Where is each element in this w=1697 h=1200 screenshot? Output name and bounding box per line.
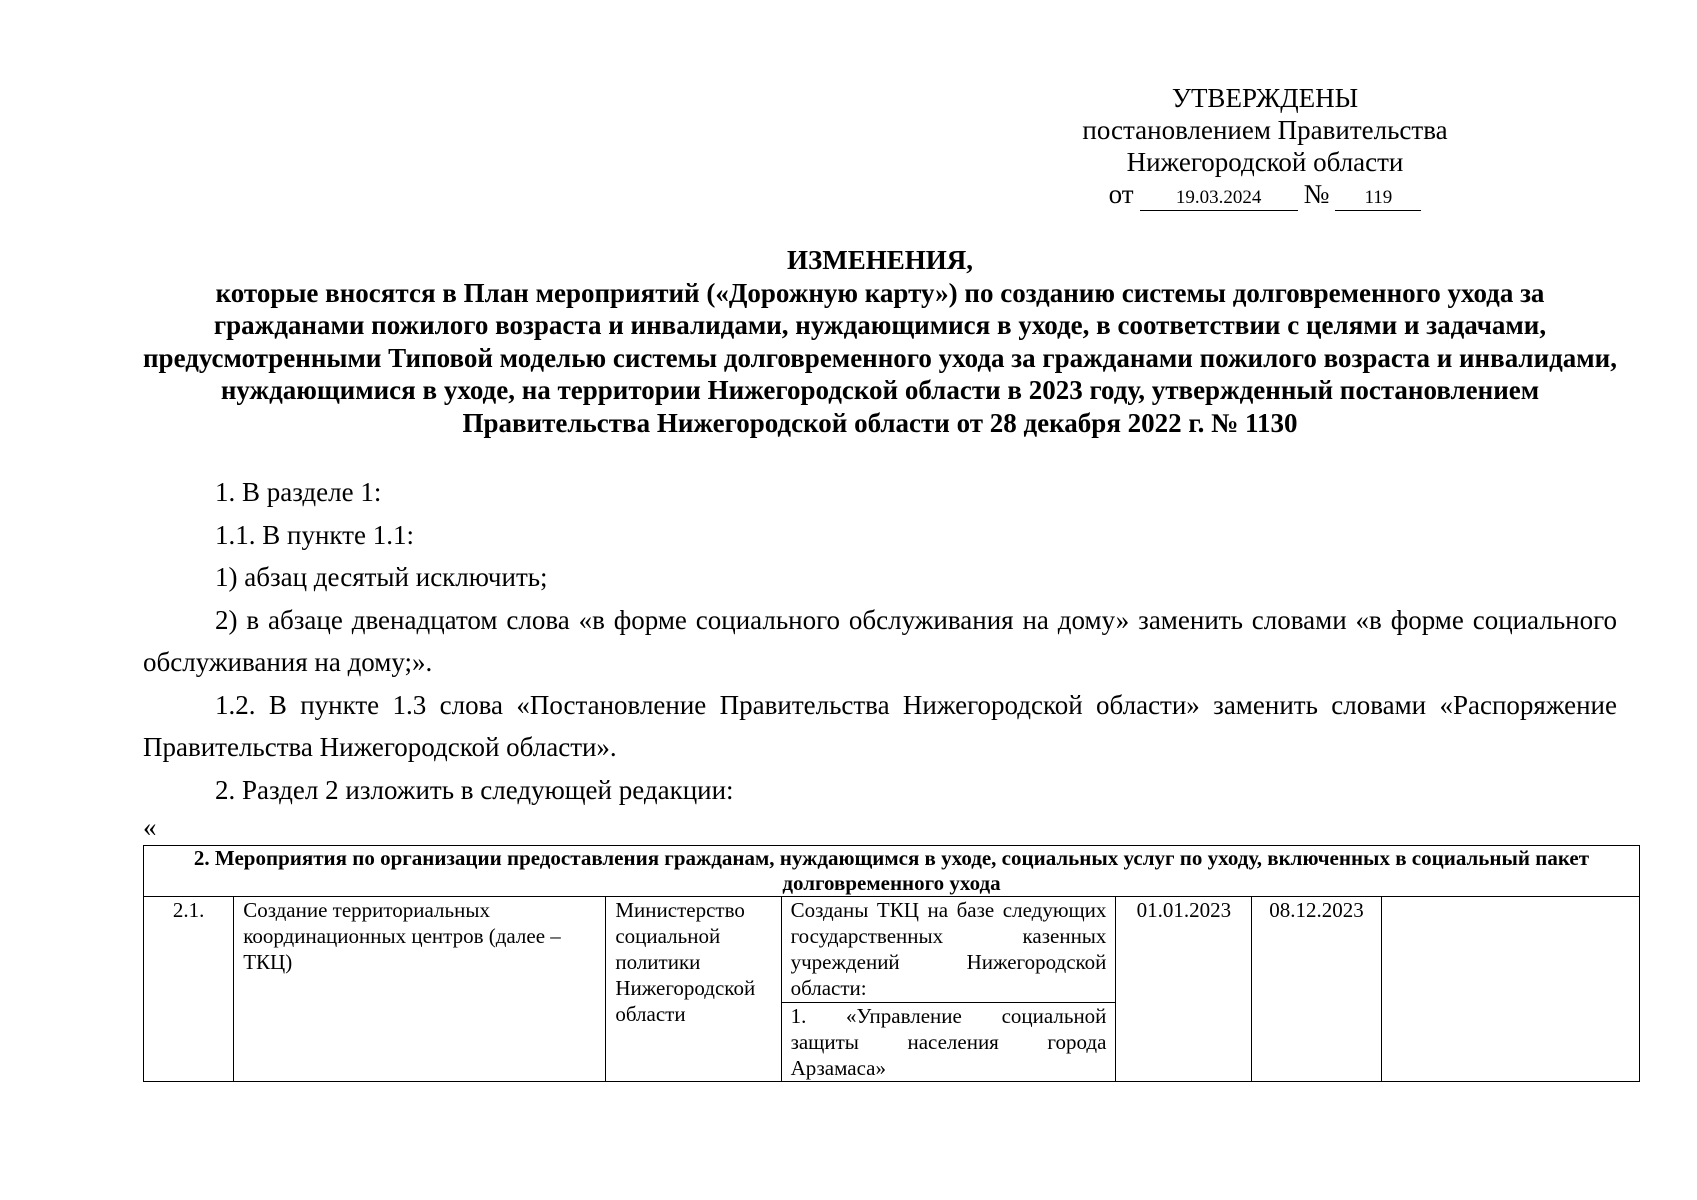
approval-heading: УТВЕРЖДЕНЫ [1171,83,1359,113]
paragraph-1-2: 1.2. В пункте 1.3 слова «Постановление Правительства Нижегородской области» заменить словами «Распоряжение Правительства Нижегородской области». [143,689,1617,762]
cell-end-date: 08.12.2023 [1252,897,1382,1082]
approval-date: 19.03.2024 [1140,186,1298,211]
plan-table [143,845,1640,1082]
cell-number: 2.1. [144,897,234,1082]
title-subtitle: которые вносятся в План мероприятий («Дорожную карту») по созданию системы долговременного ухода за гражданами пожилого возраста и инвалидами, нуждающимися в уходе, в соответствии с целями и задачами, предусмотренными Типовой моделью системы долговременного ухода за гражданами пожилого возраста и инвалидами, нуждающимися в уходе, на территории Нижегородской области в 2023 году, утвержденный постановлением Правительства Нижегородской области от 28 декабря 2022 г. № 1130 [143,277,1617,438]
paragraph-1: 1. В разделе 1: [215,477,382,507]
cell-responsible: Министерство социальной политики Нижегородской области [606,897,781,1082]
document-title [140,244,1620,439]
date-prefix: от [1108,179,1134,209]
table-section-heading-row [144,846,1640,897]
approval-line-1: постановлением Правительства [1082,115,1448,145]
approval-date-row [1070,178,1460,211]
paragraph-2: 2. Раздел 2 изложить в следующей редакции: [215,774,734,805]
approval-number: 119 [1335,186,1421,211]
cell-result [781,897,1116,1082]
document-body [143,471,1617,811]
result-item-1: 1. «Управление социальной защиты населения города Арзамаса» [790,1004,1107,1080]
cell-measure-name: Создание территориальных координационных центров (далее – ТКЦ) [234,897,606,1082]
result-main: Созданы ТКЦ на базе следующих государственных казенных учреждений Нижегородской области: [782,897,1116,1003]
opening-quote: « [143,812,157,842]
paragraph-1-1: 1.1. В пункте 1.1: [215,519,414,550]
section-heading: 2. Мероприятия по организации предоставления гражданам, нуждающимся в уходе, социальных услуг по уходу, включенных в социальный пакет долговременного ухода [144,846,1640,897]
table-row [144,897,1640,1082]
cell-start-date: 01.01.2023 [1116,897,1252,1082]
title-heading: ИЗМЕНЕНИЯ, [786,245,973,275]
paragraph-1-1-1: 1) абзац десятый исключить; [215,562,548,592]
cell-note [1381,897,1639,1082]
number-sign: № [1303,179,1330,209]
approval-block [1070,82,1460,211]
approval-line-2: Нижегородской области [1126,147,1404,177]
paragraph-1-1-2: 2) в абзаце двенадцатом слова «в форме социального обслуживания на дому» заменить словами «в форме социального обслуживания на дому;». [143,604,1617,677]
